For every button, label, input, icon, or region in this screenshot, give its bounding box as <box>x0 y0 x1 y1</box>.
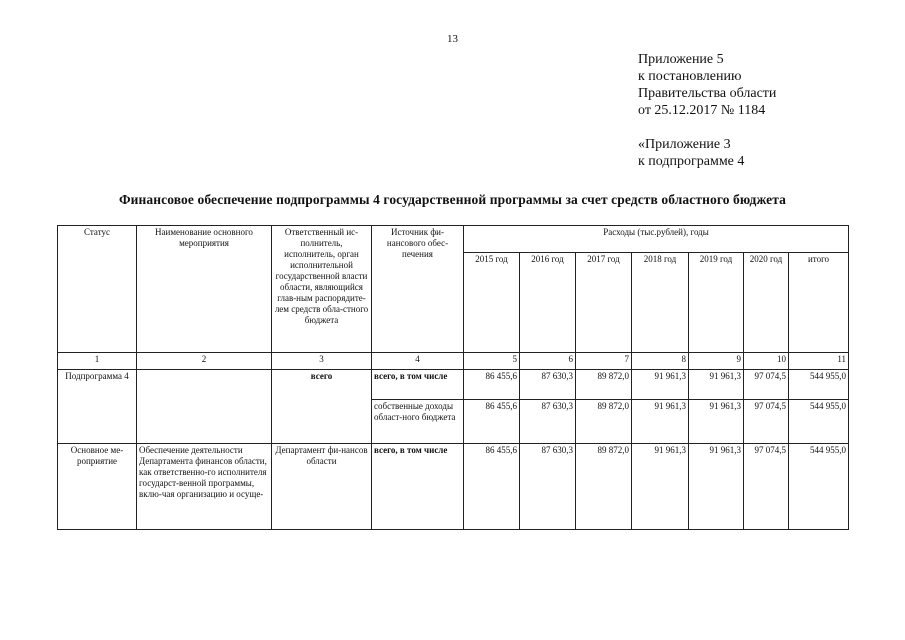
header-source: Источник фи-нансового обес-печения <box>372 226 464 353</box>
header-name: Наименование основного мероприятия <box>137 226 272 353</box>
row-value: 91 961,3 <box>632 444 689 530</box>
row-name <box>137 370 272 444</box>
header-year: 2019 год <box>689 253 744 353</box>
column-number: 5 <box>464 353 520 370</box>
financing-table <box>57 225 849 530</box>
appendix-sub-line: к подпрограмме 4 <box>638 154 745 169</box>
column-number: 3 <box>272 353 372 370</box>
header-expenses: Расходы (тыс.рублей), годы <box>464 226 849 253</box>
column-number: 8 <box>632 353 689 370</box>
header-responsible: Ответственный ис-полнитель, исполнитель, орган исполнительной государственной власти области, являющийся глав-ным распорядите-лем средств обла-стного бюджета <box>272 226 372 353</box>
appendix-line: к постановлению <box>638 69 742 84</box>
row-value: 97 074,5 <box>744 444 789 530</box>
header-year: 2016 год <box>520 253 576 353</box>
column-number: 6 <box>520 353 576 370</box>
column-number: 2 <box>137 353 272 370</box>
column-number: 7 <box>576 353 632 370</box>
column-number: 1 <box>58 353 137 370</box>
table-row <box>58 370 849 400</box>
header-year: 2020 год <box>744 253 789 353</box>
row-value: 86 455,6 <box>464 370 520 400</box>
row-value: 97 074,5 <box>744 400 789 444</box>
table-row <box>58 444 849 530</box>
row-value: 89 872,0 <box>576 400 632 444</box>
column-number: 9 <box>689 353 744 370</box>
row-name: Обеспечение деятельности Департамента финансов области, как ответственно-го исполнителя государст-венной программы, вклю-чая организацию и осуще- <box>137 444 272 530</box>
row-value: 89 872,0 <box>576 444 632 530</box>
row-responsible: всего <box>272 370 372 444</box>
document-title: Финансовое обеспечение подпрограммы 4 государственной программы за счет средств областного бюджета <box>118 192 787 207</box>
row-value: 91 961,3 <box>632 370 689 400</box>
column-number: 10 <box>744 353 789 370</box>
page-number: 13 <box>447 33 458 45</box>
header-year: 2017 год <box>576 253 632 353</box>
row-value: 89 872,0 <box>576 370 632 400</box>
row-value: 87 630,3 <box>520 370 576 400</box>
appendix-line: Приложение 5 <box>638 52 724 67</box>
row-value: 87 630,3 <box>520 444 576 530</box>
row-responsible: Департамент фи-нансов области <box>272 444 372 530</box>
row-source: собственные доходы област-ного бюджета <box>372 400 464 444</box>
appendix-line: от 25.12.2017 № 1184 <box>638 103 766 118</box>
row-source: всего, в том числе <box>372 444 464 530</box>
row-value: 97 074,5 <box>744 370 789 400</box>
header-total: итого <box>789 253 849 353</box>
row-status: Подпрограмма 4 <box>58 370 137 444</box>
row-value: 544 955,0 <box>789 370 849 400</box>
column-number: 11 <box>789 353 849 370</box>
row-value: 544 955,0 <box>789 444 849 530</box>
header-status: Статус <box>58 226 137 353</box>
row-value: 91 961,3 <box>689 444 744 530</box>
row-source: всего, в том числе <box>372 370 464 400</box>
column-number: 4 <box>372 353 464 370</box>
row-value: 91 961,3 <box>689 400 744 444</box>
row-value: 544 955,0 <box>789 400 849 444</box>
appendix-line: Правительства области <box>638 86 777 101</box>
row-value: 91 961,3 <box>689 370 744 400</box>
header-year: 2018 год <box>632 253 689 353</box>
row-value: 86 455,6 <box>464 400 520 444</box>
appendix-block <box>638 51 776 170</box>
row-value: 86 455,6 <box>464 444 520 530</box>
header-year: 2015 год <box>464 253 520 353</box>
row-value: 87 630,3 <box>520 400 576 444</box>
appendix-sub-line: «Приложение 3 <box>638 137 731 152</box>
row-status: Основное ме-роприятие <box>58 444 137 530</box>
row-value: 91 961,3 <box>632 400 689 444</box>
